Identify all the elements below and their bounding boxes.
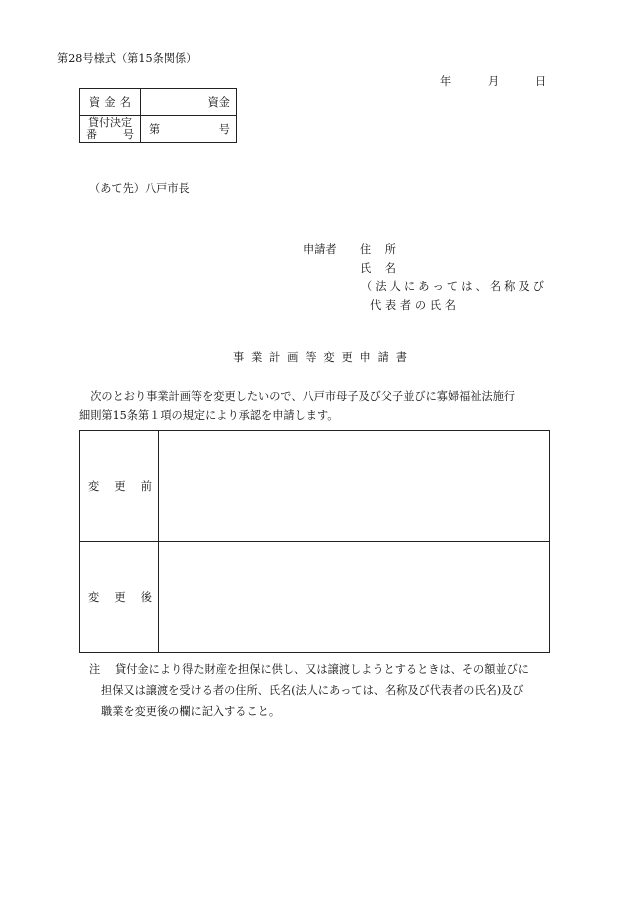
fund-name-label-char: 名 [119, 96, 131, 109]
before-change-entry[interactable] [159, 431, 550, 542]
address-label-char: 住 [360, 243, 372, 256]
before-label-char: 更 [114, 480, 126, 493]
before-change-label-cell [80, 431, 159, 542]
before-label-char: 前 [140, 480, 152, 493]
loan-decision-number-row [80, 116, 237, 143]
title-char: 等 [305, 351, 317, 364]
name-label-char: 名 [384, 262, 396, 275]
loan-decision-label-char: 番 [86, 128, 97, 141]
address-label-char: 所 [384, 243, 396, 256]
title-char: 変 [323, 351, 335, 364]
corp-note-char: 人 [389, 280, 401, 293]
after-label-char: 後 [140, 591, 152, 604]
corp-note-char: は [461, 280, 473, 293]
after-change-label [88, 589, 152, 605]
title-char: 書 [395, 351, 407, 364]
corp-note-char: て [446, 280, 459, 293]
after-label-char: 変 [88, 591, 100, 604]
corporate-note-line1 [361, 278, 544, 294]
corp-note-char: の [414, 299, 427, 312]
corp-note-char: （ [361, 280, 373, 293]
fund-name-suffix: 資金 [207, 96, 230, 109]
corp-note-char: 名 [444, 299, 456, 312]
loan-decision-label-line2 [86, 129, 134, 141]
after-change-row [80, 542, 550, 653]
corp-note-char: っ [432, 280, 444, 293]
corp-note-char: 及 [518, 280, 530, 293]
title-char: 業 [251, 351, 263, 364]
title-char: 更 [341, 351, 353, 364]
addressee: （あて先）八戸市長 [89, 182, 190, 195]
loan-decision-number-value [149, 121, 230, 137]
note-line-2: 担保又は譲渡を受ける者の住所、氏名(法人にあっては、名称及び代表者の氏名)及び [101, 684, 524, 697]
fund-name-row [80, 89, 237, 116]
fund-name-label-cell [80, 89, 141, 116]
loan-number-suffix: 号 [218, 123, 230, 136]
corp-note-char: 表 [384, 299, 397, 312]
applicant-address-label [360, 241, 396, 257]
note-marker: 注 [89, 663, 101, 676]
document-title [233, 349, 407, 365]
loan-decision-label-line1: 貸付決定 [88, 116, 132, 129]
fund-info-table [79, 88, 237, 143]
corp-note-char: 法 [375, 280, 387, 293]
title-char: 事 [233, 351, 245, 364]
fund-name-label-char: 資 [89, 96, 101, 109]
title-char: 計 [269, 351, 281, 364]
before-label-char: 変 [88, 480, 100, 493]
corp-note-char: あ [418, 280, 430, 293]
change-table [79, 430, 550, 653]
corp-note-char: び [532, 280, 544, 293]
corp-note-char: 、 [475, 280, 487, 293]
body-line-1: 次のとおり事業計画等を変更したいので、八戸市母子及び父子並びに寡婦福祉法施行 [79, 390, 516, 403]
corp-note-char: 名 [489, 280, 502, 293]
fund-name-label [89, 94, 131, 110]
after-change-label-cell [80, 542, 159, 653]
fund-name-value-cell[interactable] [141, 89, 237, 116]
loan-number-prefix: 第 [149, 123, 161, 136]
corp-note-char: 氏 [429, 299, 442, 312]
date-year-label: 年 [440, 75, 452, 88]
date-month-label: 月 [488, 75, 500, 88]
after-change-entry[interactable] [159, 542, 550, 653]
applicant-label: 申請者 [303, 243, 337, 256]
loan-decision-number-label-cell [80, 116, 141, 143]
corp-note-char: 称 [504, 280, 516, 293]
corp-note-char: 代 [370, 299, 382, 312]
form-id: 第28号様式（第15条関係） [57, 52, 198, 65]
loan-decision-label-char: 号 [123, 128, 134, 141]
loan-decision-number-value-cell[interactable] [141, 116, 237, 143]
note-line-3: 職業を変更後の欄に記入すること。 [101, 705, 281, 718]
corp-note-char: に [403, 280, 416, 293]
after-label-char: 更 [114, 591, 126, 604]
note-line-1: 貸付金により得た財産を担保に供し、又は譲渡しようとするときは、その額並びに [115, 663, 529, 676]
date-day-label: 日 [535, 75, 547, 88]
applicant-name-label [360, 260, 396, 276]
title-char: 請 [377, 351, 389, 364]
body-line-2: 細則第15条第１項の規定により承認を申請します。 [79, 409, 339, 422]
before-change-row [80, 431, 550, 542]
fund-name-label-char: 金 [104, 96, 116, 109]
before-change-label [88, 478, 152, 494]
title-char: 申 [359, 351, 371, 364]
corporate-note-line2 [370, 297, 456, 313]
title-char: 画 [287, 351, 299, 364]
name-label-char: 氏 [360, 262, 372, 275]
corp-note-char: 者 [399, 299, 412, 312]
